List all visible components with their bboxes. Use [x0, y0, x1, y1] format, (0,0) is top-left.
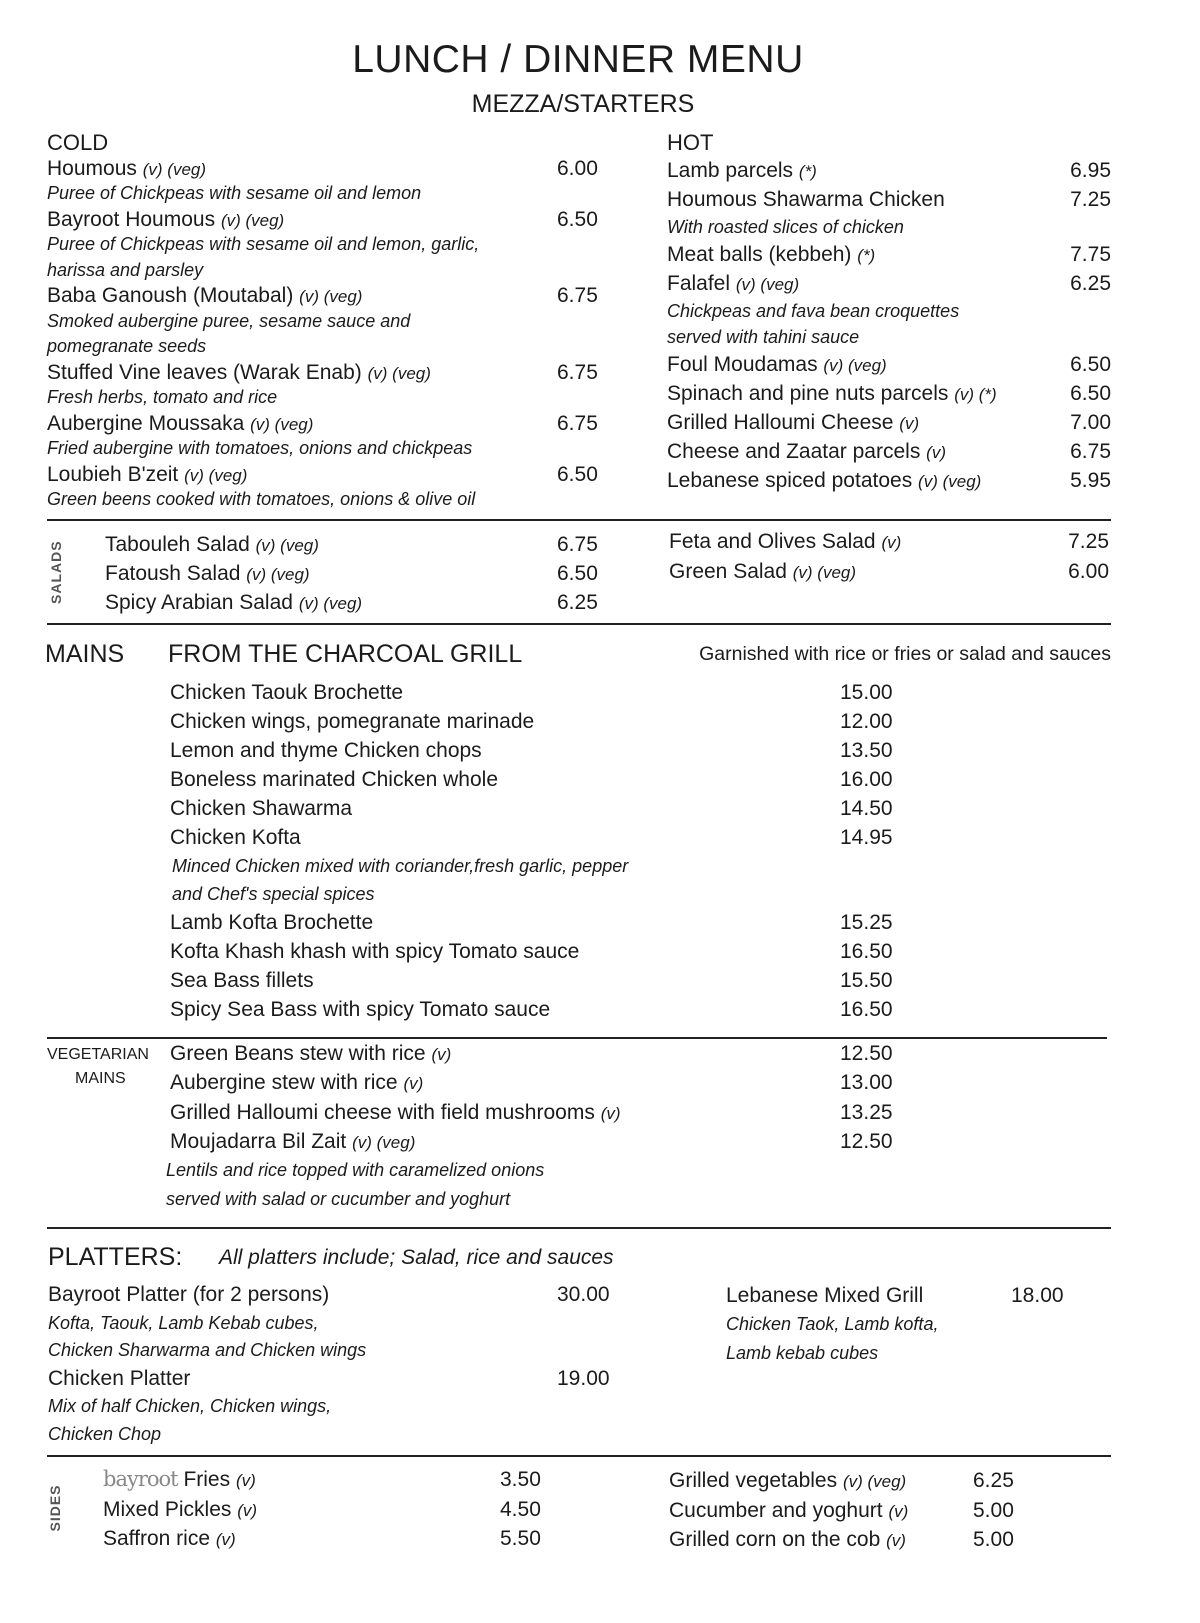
item-description: served with tahini sauce [667, 327, 860, 347]
menu-item [170, 765, 910, 794]
item-price: 12.50 [840, 1042, 893, 1065]
bayroot-logo: bayroot [103, 1467, 178, 1491]
item-name: Fatoush Salad [105, 562, 241, 585]
menu-item [48, 1365, 608, 1394]
menu-item [669, 557, 1109, 587]
item-name: Chicken Kofta [170, 826, 301, 849]
item-price: 5.00 [973, 1528, 1014, 1551]
sides-left [103, 1465, 563, 1554]
menu-item [105, 559, 605, 588]
item-name: Moujadarra Bil Zait [170, 1129, 347, 1153]
dietary-tags: (v) [600, 1103, 621, 1123]
menu-item [47, 156, 627, 182]
salads-label: SALADS [48, 540, 64, 604]
item-price: 13.00 [840, 1071, 893, 1095]
menu-item [667, 185, 1111, 214]
menu-item [170, 707, 910, 736]
menu-item [103, 1495, 563, 1525]
item-name: Lamb parcels [667, 159, 794, 182]
item-price: 15.00 [840, 681, 893, 704]
dietary-tags: (v) (veg) [246, 565, 310, 584]
item-description: Lentils and rice topped with caramelized onions [166, 1160, 545, 1181]
item-name: Houmous [47, 156, 137, 180]
menu-item [47, 462, 627, 488]
dietary-tags: (v) (*) [954, 385, 997, 404]
dietary-tags: (v) (veg) [823, 356, 887, 375]
veg-mains [166, 1039, 910, 1214]
menu-title: LUNCH / DINNER MENU [352, 38, 804, 81]
item-name: Lemon and thyme Chicken chops [170, 739, 482, 762]
dietary-tags: (v) [899, 414, 920, 433]
cold-starters [47, 130, 627, 513]
dietary-tags: (v) [881, 533, 902, 552]
item-price: 7.75 [1070, 243, 1111, 266]
menu-item [170, 794, 910, 823]
dietary-tags: (v) (veg) [255, 536, 319, 555]
item-description: Kofta, Taouk, Lamb Kebab cubes, [48, 1312, 319, 1333]
platters-note: All platters include; Salad, rice and sauces [219, 1246, 614, 1269]
dietary-tags: (v) [888, 1501, 909, 1521]
menu-item [667, 408, 1111, 437]
item-name: Kofta Khash khash with spicy Tomato sauce [170, 940, 580, 963]
item-description: Fresh herbs, tomato and rice [47, 387, 278, 407]
dietary-tags: (v) (veg) [250, 414, 314, 434]
item-name: Grilled Halloumi cheese with field mushrooms [170, 1100, 595, 1124]
dietary-tags: (v) [215, 1530, 236, 1549]
item-name: Grilled vegetables [669, 1469, 838, 1492]
menu-item [170, 736, 910, 765]
dietary-tags: (v) (veg) [352, 1132, 416, 1152]
section-title-mezza: MEZZA/STARTERS [471, 90, 695, 118]
menu-item [105, 530, 605, 559]
item-name: Stuffed Vine leaves (Warak Enab) [47, 360, 362, 384]
menu-item [669, 1466, 1029, 1496]
item-description: Green beens cooked with tomatoes, onions & olive oil [47, 489, 476, 509]
item-price: 6.95 [1070, 159, 1111, 182]
item-description: Fried aubergine with tomatoes, onions and chickpeas [47, 438, 473, 458]
dietary-tags: (v) (veg) [735, 275, 800, 294]
platters-heading: PLATTERS: [48, 1243, 183, 1271]
sides-right [669, 1466, 1029, 1555]
item-price: 6.75 [557, 360, 598, 384]
dietary-tags: (v) (veg) [299, 287, 363, 306]
dietary-tags: (v) (veg) [842, 1472, 907, 1491]
item-price: 6.25 [973, 1469, 1014, 1492]
item-price: 13.25 [840, 1100, 893, 1124]
item-name: Lamb Kofta Brochette [170, 911, 374, 934]
item-price: 12.00 [840, 710, 893, 733]
item-description: served with salad or cucumber and yoghurt [166, 1189, 511, 1210]
divider [47, 1455, 1111, 1457]
item-price: 30.00 [557, 1283, 610, 1306]
item-price: 6.50 [1070, 353, 1111, 376]
divider [47, 519, 1111, 521]
hot-heading: HOT [667, 130, 714, 155]
item-name: Loubieh B'zeit [47, 462, 179, 486]
item-description: Mix of half Chicken, Chicken wings, [48, 1396, 332, 1416]
item-name: Tabouleh Salad [105, 533, 250, 556]
item-description: Chickpeas and fava bean croquettes [667, 301, 960, 321]
item-name: Green Beans stew with rice [170, 1042, 426, 1065]
menu-item [667, 269, 1111, 298]
item-price: 13.50 [840, 739, 893, 762]
item-name: Cucumber and yoghurt [669, 1498, 883, 1522]
grill-heading: FROM THE CHARCOAL GRILL [168, 640, 523, 668]
menu-item [667, 240, 1111, 269]
item-price: 5.50 [500, 1527, 541, 1550]
dietary-tags: (v) [403, 1074, 424, 1094]
item-price: 6.00 [1068, 560, 1109, 583]
item-price: 7.25 [1070, 188, 1111, 211]
grill-note: Garnished with rice or fries or salad and sauces [699, 643, 1111, 665]
item-price: 3.50 [500, 1468, 541, 1491]
item-description: Puree of Chickpeas with sesame oil and lemon [47, 183, 422, 203]
mains-heading: MAINS [45, 640, 125, 668]
menu-item [170, 966, 910, 995]
item-price: 16.50 [840, 998, 893, 1021]
dietary-tags: (v) (veg) [184, 465, 248, 485]
item-name: Green Salad [669, 560, 787, 583]
divider [47, 623, 1111, 625]
item-price: 14.95 [840, 826, 893, 849]
item-name: Baba Ganoush (Moutabal) [47, 284, 294, 307]
dietary-tags: (v) [237, 1500, 258, 1520]
grill-items [170, 678, 910, 1024]
menu-item [170, 1068, 910, 1097]
item-price: 6.50 [557, 462, 598, 486]
item-price: 14.50 [840, 797, 893, 820]
dietary-tags: (v) [235, 1471, 256, 1490]
item-name: Chicken Platter [48, 1366, 191, 1390]
item-price: 16.50 [840, 940, 893, 963]
item-name: Chicken Taouk Brochette [170, 681, 404, 704]
divider [47, 1227, 1111, 1229]
item-name: Foul Moudamas [667, 353, 818, 376]
item-name: Meat balls (kebbeh) [667, 243, 852, 266]
item-name: Bayroot Platter (for 2 persons) [48, 1283, 330, 1306]
cold-heading: COLD [47, 130, 109, 155]
item-price: 6.25 [1070, 272, 1111, 295]
menu-item [105, 588, 605, 617]
item-price: 16.00 [840, 768, 893, 791]
item-name: Feta and Olives Salad [669, 530, 876, 553]
item-price: 19.00 [557, 1366, 610, 1390]
item-description: Chicken Taok, Lamb kofta, [726, 1314, 939, 1334]
menu-item [170, 1098, 910, 1127]
dietary-tags: (v) (veg) [367, 363, 431, 383]
item-description: Lamb kebab cubes [726, 1343, 879, 1363]
dietary-tags: (v) (veg) [220, 210, 285, 230]
item-name: Mixed Pickles [103, 1497, 232, 1521]
item-name: Chicken wings, pomegranate marinade [170, 710, 535, 733]
item-price: 7.25 [1068, 530, 1109, 553]
dietary-tags: (v) (veg) [792, 563, 857, 582]
item-price: 18.00 [1011, 1284, 1064, 1307]
menu-item [669, 1496, 1029, 1526]
item-name: Chicken Shawarma [170, 797, 353, 820]
item-name: Saffron rice [103, 1527, 210, 1550]
salads-right [669, 527, 1109, 587]
dietary-tags: (v) [431, 1045, 452, 1064]
item-price: 15.50 [840, 969, 893, 992]
menu-item [47, 283, 627, 309]
menu-item [667, 156, 1111, 185]
dietary-tags: (v) (veg) [142, 159, 207, 179]
menu-item [170, 1127, 910, 1156]
salads-left [105, 530, 605, 617]
veg-label-2: MAINS [75, 1070, 126, 1087]
menu-item [170, 823, 910, 852]
item-price: 6.25 [557, 591, 598, 614]
menu-item [669, 527, 1109, 557]
menu-item [47, 207, 627, 233]
item-price: 6.50 [557, 207, 598, 231]
item-price: 5.00 [973, 1498, 1014, 1522]
dietary-tags: (v) (veg) [918, 472, 982, 491]
menu-item [667, 466, 1111, 495]
item-description: pomegranate seeds [47, 336, 207, 356]
item-price: 6.75 [557, 533, 598, 556]
item-description: harissa and parsley [47, 259, 204, 280]
item-name: Grilled Halloumi Cheese [667, 411, 894, 434]
item-price: 5.95 [1070, 469, 1111, 492]
item-name: Aubergine stew with rice [170, 1071, 398, 1095]
platters-left [48, 1281, 608, 1448]
item-price: 6.75 [557, 284, 598, 307]
item-name: Cheese and Zaatar parcels [667, 440, 921, 463]
item-description: With roasted slices of chicken [667, 217, 904, 237]
menu-item [726, 1281, 1086, 1310]
menu-item [667, 437, 1111, 466]
menu-item [667, 350, 1111, 379]
item-name: Spinach and pine nuts parcels [667, 382, 949, 405]
item-name: Houmous Shawarma Chicken [667, 188, 945, 211]
item-price: 6.00 [557, 156, 598, 180]
item-name: Bayroot Houmous [47, 207, 216, 231]
item-price: 6.50 [557, 562, 598, 585]
menu-item [170, 937, 910, 966]
item-name: Aubergine Moussaka [47, 411, 245, 435]
item-price: 7.00 [1070, 411, 1111, 434]
item-description: Chicken Sharwarma and Chicken wings [48, 1340, 367, 1360]
menu-item [667, 379, 1111, 408]
dietary-tags: (*) [798, 162, 817, 181]
item-description: and Chef's special spices [172, 884, 375, 904]
item-name: Fries [183, 1468, 231, 1491]
dietary-tags: (v) [926, 443, 946, 462]
menu-item [103, 1524, 563, 1554]
item-name: Boneless marinated Chicken whole [170, 768, 499, 791]
item-name: Spicy Sea Bass with spicy Tomato sauce [170, 998, 551, 1021]
item-name: Sea Bass fillets [170, 969, 314, 992]
item-name: Spicy Arabian Salad [105, 591, 293, 614]
menu-item [669, 1525, 1029, 1555]
item-description: Puree of Chickpeas with sesame oil and lemon, garlic, [47, 234, 480, 254]
item-name: Lebanese Mixed Grill [726, 1284, 924, 1307]
item-price: 6.75 [557, 411, 598, 435]
item-name: Grilled corn on the cob [669, 1528, 881, 1551]
menu-item [170, 908, 910, 937]
menu-item [48, 1281, 608, 1310]
item-price: 6.75 [1070, 440, 1111, 463]
menu-item [170, 995, 910, 1024]
dietary-tags: (v) [886, 1531, 906, 1550]
item-description: Minced Chicken mixed with coriander,fresh garlic, pepper [172, 856, 629, 876]
menu-item [47, 411, 627, 437]
menu-item [47, 360, 627, 386]
sides-label: SIDES [47, 1484, 63, 1532]
item-name: Lebanese spiced potatoes [667, 469, 913, 492]
dietary-tags: (*) [857, 246, 876, 265]
item-description: Smoked aubergine puree, sesame sauce and [47, 310, 411, 331]
menu-item [103, 1465, 563, 1495]
menu-item [170, 678, 910, 707]
item-price: 4.50 [500, 1497, 541, 1521]
item-price: 6.50 [1070, 382, 1111, 405]
item-description: Chicken Chop [48, 1423, 162, 1444]
item-price: 12.50 [840, 1129, 893, 1153]
platters-right [726, 1281, 1086, 1368]
veg-label-1: VEGETARIAN [47, 1046, 149, 1063]
item-price: 15.25 [840, 911, 893, 934]
hot-starters [667, 130, 1111, 495]
item-name: Falafel [667, 272, 731, 295]
menu-item [170, 1039, 910, 1068]
dietary-tags: (v) (veg) [298, 594, 363, 613]
